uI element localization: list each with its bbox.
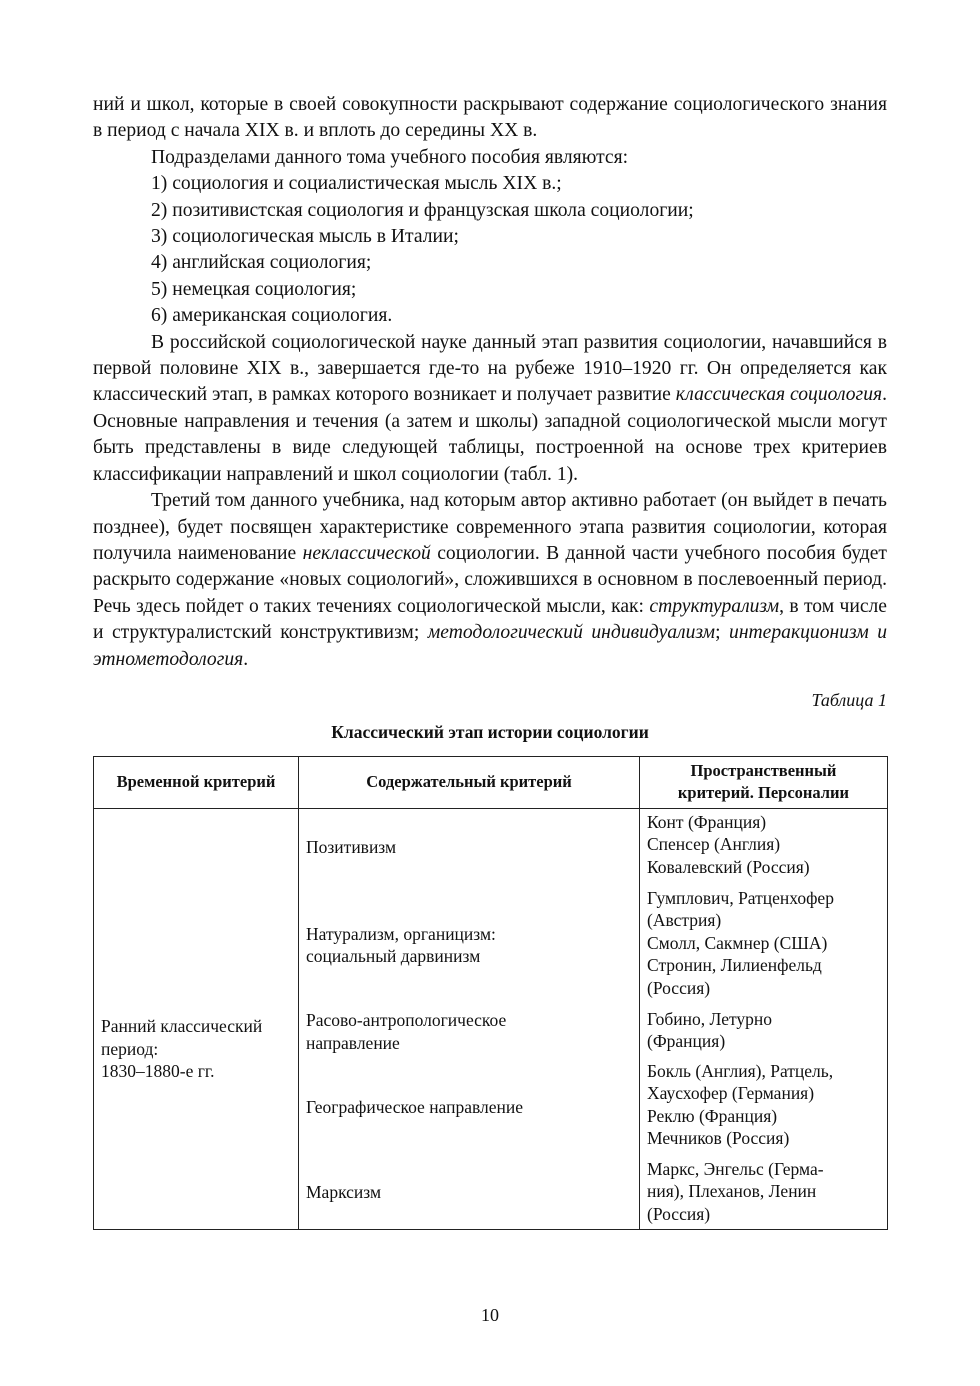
italic-term: методологический индивидуализм — [427, 622, 716, 644]
people-line: ния), Плеханов, Ленин — [647, 1181, 817, 1202]
content-line: социальный дарвинизм — [306, 946, 481, 967]
text-run: Третий том данного учебника, над которым автор активно работает (он выйдет в печать позднее), будет посвящен характеристике современного этапа развития социологии, которая получила наименование — [93, 490, 887, 564]
people-line: Маркс, Энгельс (Герма- — [647, 1158, 824, 1179]
italic-term: структурализм — [649, 595, 780, 617]
subsection-item: 2) позитивистская социология и французская школа социологии; — [151, 199, 694, 221]
people-line: Гумплович, Ратценхофер — [647, 887, 834, 908]
content-row — [299, 1156, 639, 1229]
content-line: Марксизм — [306, 1182, 382, 1203]
people-line: Ковалевский (Россия) — [647, 856, 810, 877]
page-content — [93, 92, 887, 1230]
people-cell — [640, 808, 888, 1229]
subsection-item: 5) немецкая социология; — [151, 278, 357, 300]
third-volume-paragraph — [93, 488, 887, 673]
content-line: Географическое направление — [306, 1096, 524, 1117]
content-row — [299, 1006, 639, 1058]
content-row — [299, 885, 639, 1006]
classical-stage-paragraph — [93, 330, 887, 488]
header-space-line: критерий. Персоналии — [677, 783, 850, 803]
people-line: Хаусхофер (Германия) — [647, 1083, 815, 1104]
content-cell — [299, 808, 640, 1229]
people-line: (Россия) — [647, 1203, 711, 1224]
people-line: Бокль (Англия), Ратцель, — [647, 1060, 834, 1081]
period-line: Ранний классический — [101, 1016, 263, 1037]
italic-term: неклассической — [302, 542, 431, 564]
content-line: Расово-антропологическое — [306, 1010, 507, 1031]
text-run: , в том числе и структуралистский конструктивизм; — [93, 595, 888, 644]
table-number: Таблица 1 — [811, 689, 887, 710]
content-line: Натурализм, органицизм: — [306, 923, 496, 944]
people-line: Мечников (Россия) — [647, 1128, 790, 1149]
people-line: (Австрия) — [647, 910, 722, 931]
content-line: Позитивизм — [306, 836, 397, 857]
people-line: Гобино, Летурно — [647, 1008, 773, 1029]
table-title: Классический этап истории социологии — [331, 721, 649, 742]
people-line: Конт (Франция) — [647, 811, 767, 832]
period-line: период: — [101, 1038, 159, 1059]
table-row — [94, 808, 888, 1229]
people-line: Стронин, Лилиенфельд — [647, 955, 822, 976]
header-time: Временной критерий — [94, 756, 299, 808]
content-row — [299, 1058, 639, 1156]
header-space — [640, 756, 888, 808]
text-run: В российской социологической науке данный этап развития социологии, начавшийся в первой половине XIX в., завершается где-то на рубеже 1910–1920 гг. Он определяется как классический этап, в рамках которого возникает и получает развитие — [93, 331, 887, 406]
subsection-item: 3) социологическая мысль в Италии; — [151, 226, 459, 248]
text-run: . Основные направления и течения (а затем и школы) западной социологической мысли могут быть представлены в виде следующей таблицы, построенной на основе трех критериев классификации направлений и школ социологии (табл. 1). — [93, 384, 887, 485]
people-row — [640, 1058, 887, 1156]
period-cell — [94, 808, 299, 1229]
content-row — [299, 809, 639, 885]
period-line: 1830–1880-е гг. — [101, 1061, 215, 1082]
people-row — [640, 809, 887, 885]
italic-term: интеракционизм и этнометодология — [93, 622, 887, 670]
italic-term: классическая социология — [675, 384, 883, 406]
people-line: Реклю (Франция) — [647, 1105, 778, 1126]
people-line: (Россия) — [647, 977, 711, 998]
intro-text: ний и школ, которые в своей совокупности раскрывают содержание социологического знания в период с начала XIX в. и вплоть до середины XX в. — [93, 94, 887, 142]
subsection-item: 1) социология и социалистическая мысль XIX в.; — [151, 173, 562, 195]
content-line: направление — [306, 1032, 400, 1053]
subsection-item: 6) американская социология. — [151, 305, 393, 327]
classical-stage-table — [93, 756, 888, 1230]
table-header-row — [94, 756, 888, 808]
subsections-lead: Подразделами данного тома учебного пособия являются: — [151, 146, 629, 168]
intro-paragraph — [93, 92, 887, 145]
text-run: социологии. В данной части учебного пособия будет раскрыто содержание «новых социологий», сложившихся в основном в послевоенный период. Речь здесь пойдет о таких течениях социологической мысли, как: — [93, 542, 887, 617]
text-run: ; — [715, 622, 730, 644]
header-space-line: Пространственный — [690, 761, 837, 781]
subsection-item: 4) английская социология; — [151, 252, 372, 274]
people-row — [640, 1156, 887, 1229]
people-line: (Франция) — [647, 1031, 726, 1052]
people-row — [640, 1006, 887, 1058]
people-line: Спенсер (Англия) — [647, 834, 781, 855]
page-number: 10 — [481, 1305, 499, 1325]
people-row — [640, 885, 887, 1006]
header-content: Содержательный критерий — [299, 756, 640, 808]
people-line: Смолл, Сакмнер (США) — [647, 932, 828, 953]
text-run: . — [243, 648, 249, 670]
